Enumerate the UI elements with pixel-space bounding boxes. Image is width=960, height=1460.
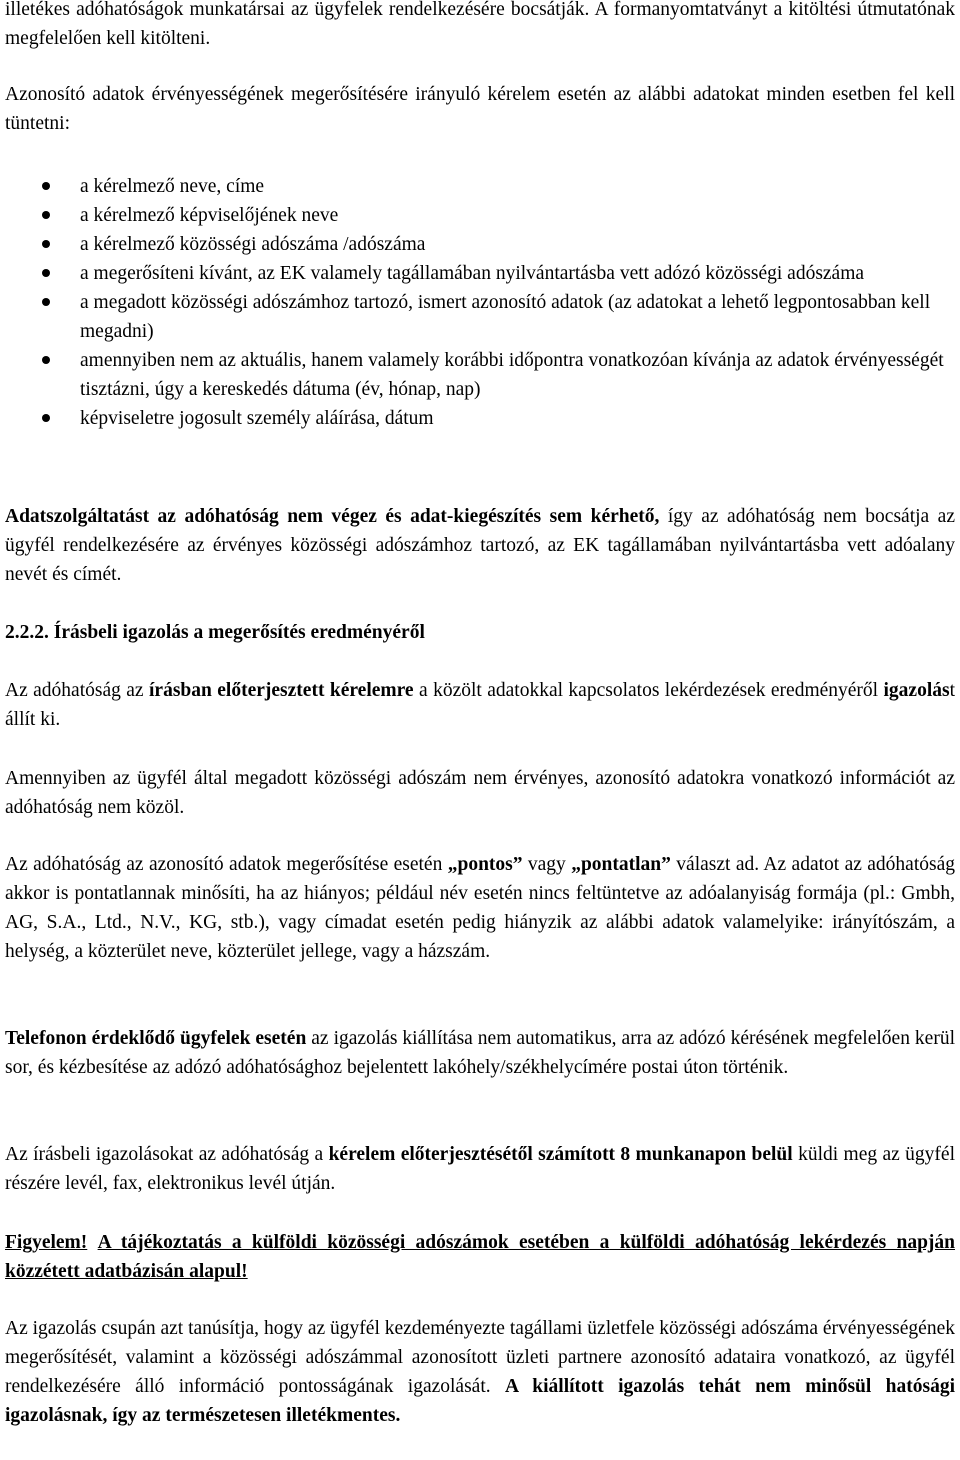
text-run: Az adóhatóság az (5, 680, 149, 701)
text-run: Az adóhatóság az azonosító adatok megerősítése esetén (5, 854, 448, 875)
deadline-paragraph (5, 1140, 955, 1198)
text-run: küldi meg az ügyfél részére levél, fax, elektronikus levél útján. (5, 1144, 955, 1194)
list-item: a kérelmező közösségi adószáma /adószáma (5, 230, 955, 259)
bold-run: írásban (149, 680, 212, 701)
invalid-number-paragraph: Amennyiben az ügyfél által megadott közösségi adószám nem érvényes, azonosító adatokra vonatkozó információt az adóhatóság nem közöl. (5, 768, 955, 818)
bold-run: igazolás (883, 680, 950, 701)
required-data-list (5, 172, 955, 433)
text-run (87, 1232, 97, 1253)
bold-run: „pontatlan” (571, 854, 671, 875)
list-item: a kérelmező képviselőjének neve (5, 201, 955, 230)
no-data-bold: Adatszolgáltatást az adóhatóság nem végez és adat-kiegészítés sem kérhető, (5, 506, 660, 527)
bold-run: kérelemre (329, 680, 414, 701)
text-run: vagy (522, 854, 572, 875)
bold-run: előterjesztett (217, 680, 325, 701)
phone-inquiry-paragraph (5, 1024, 955, 1082)
warning-text: A tájékoztatás a külföldi közösségi adószámok esetében a külföldi adóhatóság lekérdezés napján közzétett adatbázisán alapul! (5, 1232, 956, 1282)
no-data-service-paragraph (5, 502, 955, 589)
list-item: a megerősíteni kívánt, az EK valamely tagállamában nyilvántartásba vett adózó közösségi adószáma (5, 259, 955, 288)
phone-text: az igazolás kiállítása nem automatikus, arra az adózó kérésének megfelelően kerül sor, és kézbesítése az adózó adóhatósághoz bejelentett lakóhely/székhelycímére postai úton történik. (5, 1028, 955, 1078)
text-run: Az igazolás csupán azt tanúsítja, hogy az ügyfél kezdeményezte tagállami üzletfele közösségi adószáma érvényességének megerősítését, valamint a közösségi adószámmal azonosított üzleti partnere azonosító adataira vonatkozó, az ügyfél rendelkezésére álló információ pontosságának igazolását. (5, 1318, 955, 1397)
warning-paragraph (5, 1228, 955, 1286)
bold-run: A kiállított igazolás tehát nem minősül hatósági igazolásnak, így az természetesen illetékmentes. (5, 1376, 955, 1426)
written-certificate-paragraph (5, 676, 955, 734)
text-run: Az írásbeli igazolásokat az adóhatóság a (5, 1144, 329, 1165)
no-data-text: így az adóhatóság nem bocsátja az ügyfél rendelkezésére az érvényes közösségi adószámhoz tartozó, az EK tagállamában nyilvántartásba vett adóalany nevét és címét. (5, 506, 955, 585)
list-item: amennyiben nem az aktuális, hanem valamely korábbi időpontra vonatkozóan kívánja az adatok érvényességét tisztázni, úgy a kereskedés dátuma (év, hónap, nap) (5, 346, 955, 404)
list-item: a megadott közösségi adószámhoz tartozó, ismert azonosító adatok (az adatokat a lehető legpontosabban kell megadni) (5, 288, 955, 346)
list-item: képviseletre jogosult személy aláírása, dátum (5, 404, 955, 433)
intro-paragraph: illetékes adóhatóságok munkatársai az ügyfelek rendelkezésére bocsátják. A formanyomtatványt a kitöltési útmutatónak megfelelően kell kitölteni. (5, 0, 955, 49)
bold-run: kérelem előterjesztésétől számított 8 munkanapon belül (328, 1144, 793, 1165)
text-run: t állít ki. (5, 680, 956, 730)
answer-types-paragraph (5, 850, 955, 966)
text-run: a közölt adatokkal kapcsolatos lekérdezések eredményéről (413, 680, 884, 701)
phone-bold: Telefonon érdeklődő ügyfelek esetén (5, 1028, 307, 1049)
final-paragraph (5, 1314, 955, 1430)
list-item: a kérelmező neve, címe (5, 172, 955, 201)
text-run: választ ad. Az adatot az adóhatóság akkor is pontatlannak minősíti, ha az hiányos; például név esetén nincs feltüntetve az adóalanyiság formája (pl.: Gmbh, AG, S.A., Ltd., N.V., KG, stb.), vagy címadat esetén pedig hiányzik az alábbi adatok valamelyike: irányítószám, a helység, a közterület neve, közterület jellege, vagy a házszám. (5, 854, 956, 962)
bold-run: „pontos” (447, 854, 523, 875)
warning-label: Figyelem! (5, 1232, 88, 1253)
required-data-paragraph: Azonosító adatok érvényességének megerősítésére irányuló kérelem esetén az alábbi adatokat minden esetben fel kell tüntetni: (5, 84, 955, 134)
section-heading: 2.2.2. Írásbeli igazolás a megerősítés eredményéről (5, 622, 425, 643)
